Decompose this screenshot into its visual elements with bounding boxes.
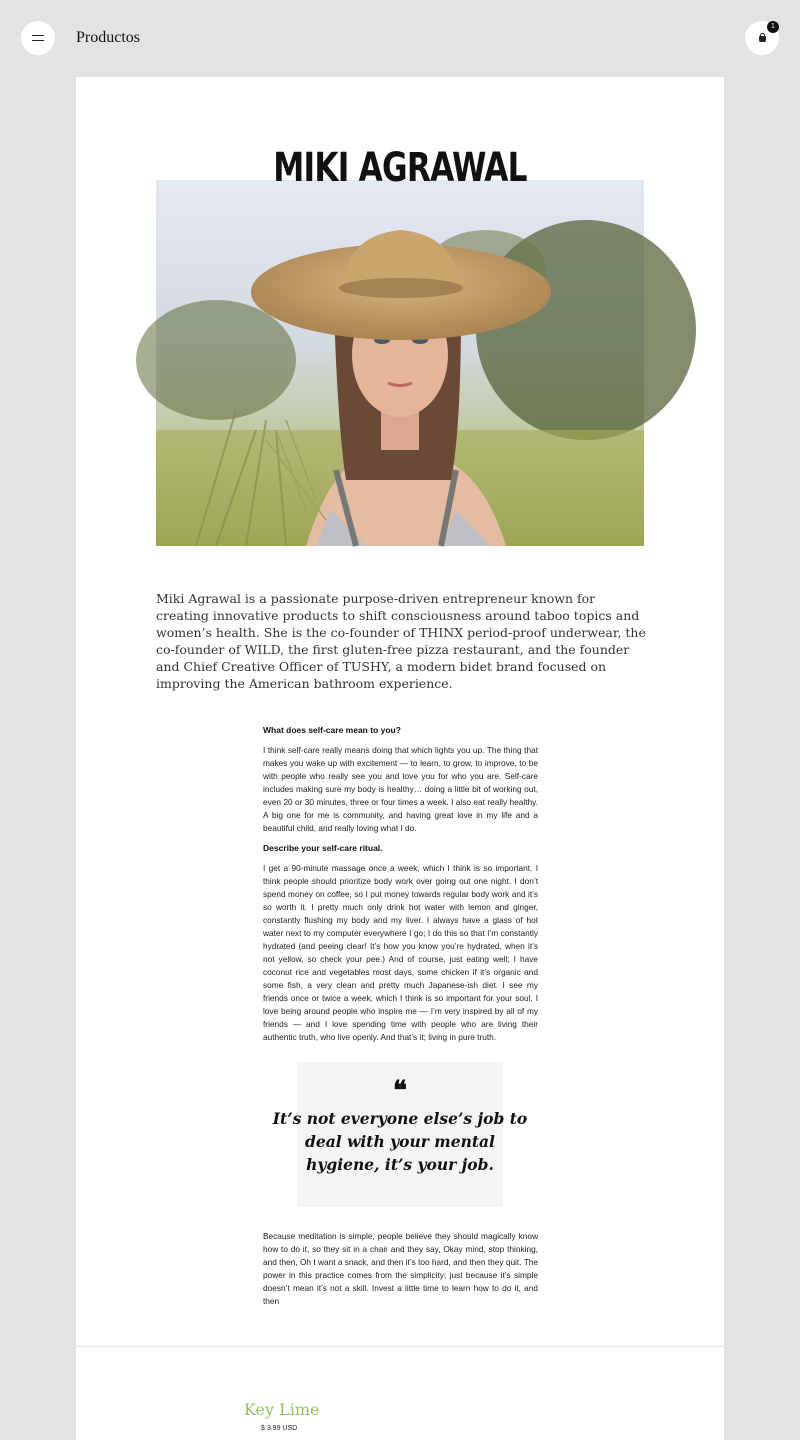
- top-bar: [0, 0, 800, 77]
- brand-link[interactable]: Productos: [76, 29, 140, 46]
- bag-icon: [759, 36, 766, 42]
- section-divider: [76, 1346, 724, 1347]
- product-name-link[interactable]: Key Lime: [244, 1400, 320, 1419]
- question-1: What does self-care mean to you?: [263, 725, 401, 735]
- quote-mark-icon: ❝: [393, 1076, 407, 1106]
- pull-quote: It’s not everyone else’s job to deal with your mental hygiene, it’s your job.: [272, 1109, 528, 1174]
- answer-1: I think self-care really means doing that which lights you up. The thing that makes you wake up with excitement — to learn, to grow, to improve, to be with people who really see you and love you for who you are. Self-care includes making sure my body is healthy… doing a little bit of working out, even 20 or 30 minutes, three or four times a week. I also eat really healthy. A big one for me is community, and having great love in my life and a beautiful child, and really loving what I do.: [263, 745, 538, 833]
- answer-2: I get a 90-minute massage once a week, which I think is so important. I think people should prioritize body work over going out one night. I don’t spend money on coffee, so I put money towards regular body work and it’s so worth it. I pretty much only drink hot water with lemon and ginger, constantly flushing my body and my liver. I always have a glass of hot water next to my computer everywhere I go; I do this so that I’m constantly hydrated (and peeing clear! It’s how you know you’re hydrated, when it’s not yellow, so check your pee.) And of course, just eating well; I have coconut rice and vegetables most days, some chicken if it’s organic and some fish, a very clean and pretty much Japanese-ish diet. I see my friends once or twice a week, which I think is so important for your soul. I love being around people who inspire me — I’m very inspired by all of my friends — and I love spending time with people who are living their authentic truth, who live openly. And that’s it; living in pure truth.: [263, 863, 538, 1042]
- product-price: $ 3.99 USD: [261, 1425, 298, 1432]
- menu-button[interactable]: [21, 21, 55, 55]
- profile-name: MIKI AGRAWAL: [273, 145, 527, 191]
- question-2: Describe your self-care ritual.: [263, 843, 383, 853]
- cart-count-badge: 1: [767, 21, 779, 33]
- menu-icon: [32, 35, 44, 41]
- answer-3: Because meditation is simple, people believe they should magically know how to do it, so they sit in a chair and they say, Okay mind, stop thinking, and then, Oh I want a snack, and then it’s too hard, and then they quit. The power in this practice comes from the simplicity; just because it’s simple doesn’t mean it’s not a skill. Invest a little time to learn how to do it, and then: [263, 1231, 538, 1306]
- portrait-photo: [156, 180, 644, 546]
- profile-intro: Miki Agrawal is a passionate purpose-driven entrepreneur known for creating innovative products to shift consciousness around taboo topics and women’s health. She is the co-founder of THINX period-proof underwear, the co-founder of WILD, the first gluten-free pizza restaurant, and the founder and Chief Creative Officer of TUSHY, a modern bidet brand focused on improving the American bathroom experience.: [156, 591, 646, 691]
